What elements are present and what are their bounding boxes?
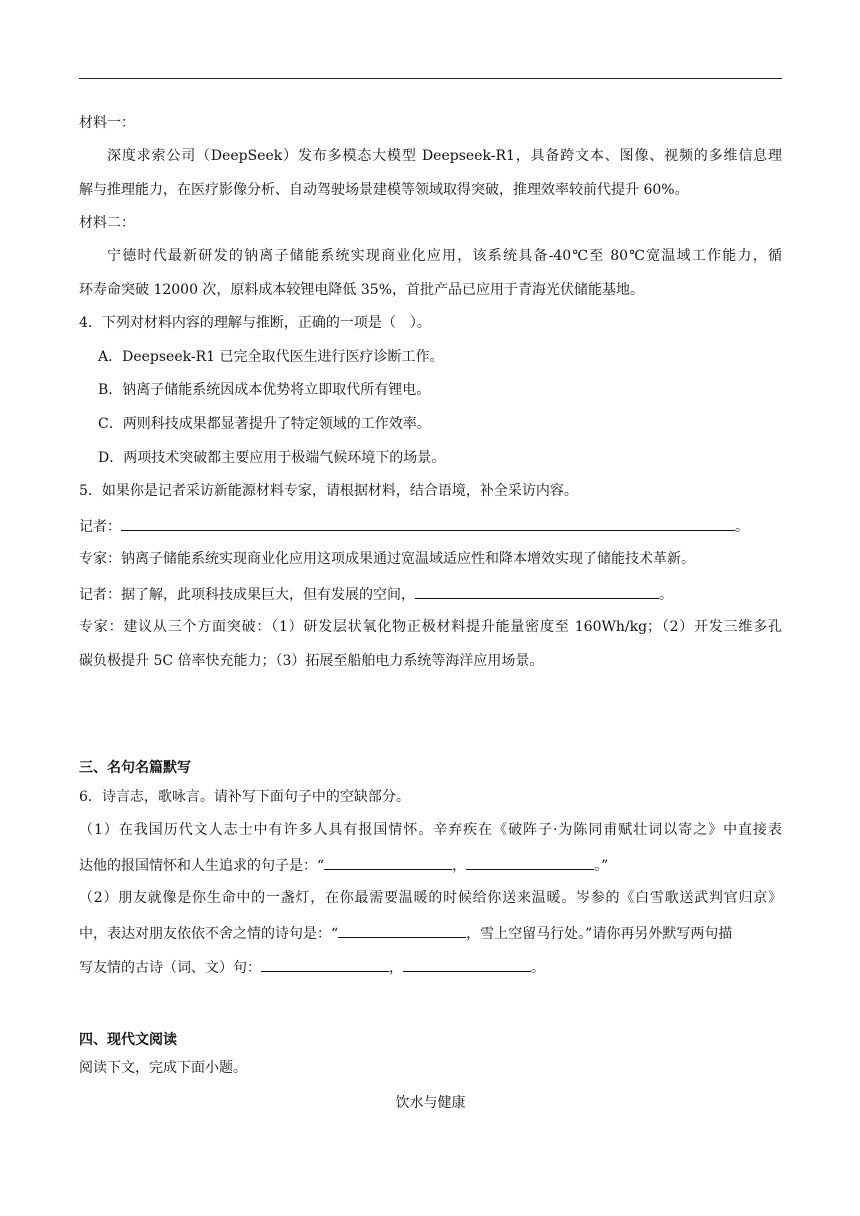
- reporter1-prefix: 记者：: [79, 519, 121, 535]
- q6-part2-line2: [79, 922, 782, 944]
- question4-option-a[interactable]: A．Deepseek-R1 已完全取代医生进行医疗诊断工作。: [98, 349, 444, 365]
- reporter-line2: [79, 583, 782, 605]
- question4-option-d[interactable]: D．两项技术突破都主要应用于极端气候环境下的场景。: [98, 450, 446, 466]
- q6p1-mid: ，: [452, 858, 467, 874]
- question6-stem: 6．诗言志，歌咏言。请补写下面句子中的空缺部分。: [79, 789, 410, 805]
- reporter2-prefix: 记者：据了解，此项科技成果巨大，但有发展的空间，: [79, 587, 415, 603]
- expert-line1: 专家：钠离子储能系统实现商业化应用这项成果通过宽温域适应性和降本增效实现了储能技术革新。: [79, 551, 695, 567]
- section4-instruction: 阅读下文，完成下面小题。: [79, 1060, 247, 1076]
- material2-text-line2: 环寿命突破 12000 次，原料成本较锂电降低 35%，首批产品已应用于青海光伏储能基地。: [79, 282, 645, 298]
- q6p2-blank-1[interactable]: [338, 922, 466, 938]
- q6-part1-line1: （1）在我国历代文人志士中有许多人具有报国情怀。辛弃疾在《破阵子·为陈同甫赋壮词以寄之》中直接表: [79, 822, 782, 838]
- section4-heading: 四、现代文阅读: [79, 1032, 177, 1048]
- article-title: 饮水与健康: [395, 1095, 466, 1111]
- q6p2-blank-2[interactable]: [261, 956, 389, 972]
- section3-heading: 三、名句名篇默写: [79, 760, 191, 776]
- q6-part2-line3: [79, 956, 782, 978]
- material1-text-line2: 解与推理能力，在医疗影像分析、自动驾驶场景建模等领域取得突破，推理效率较前代提升 60%。: [79, 182, 689, 198]
- q6p2-prefix: 中，表达对朋友依依不舍之情的诗句是：“: [79, 926, 339, 942]
- q6p1-blank-2[interactable]: [466, 854, 594, 870]
- q6p2-line3-suffix: 。: [531, 960, 545, 976]
- question5-stem: 5．如果你是记者采访新能源材料专家，请根据材料，结合语境，补全采访内容。: [79, 483, 578, 499]
- question4-option-c[interactable]: C．两则科技成果都显著提升了特定领域的工作效率。: [98, 416, 431, 432]
- q6p1-blank-1[interactable]: [324, 854, 452, 870]
- q6-part2-line1: （2）朋友就像是你生命中的一盏灯，在你最需要温暖的时候给你送来温暖。岑参的《白雪歌送武判官归京》: [79, 890, 782, 906]
- expert-line2b: 碳负极提升 5C 倍率快充能力；（3）拓展至船舶电力系统等海洋应用场景。: [79, 653, 544, 669]
- reporter2-suffix: 。: [659, 587, 673, 603]
- q6p2-suffix: ，雪上空留马行处。”请你再另外默写两句描: [466, 926, 733, 942]
- question4-stem: 4．下列对材料内容的理解与推断，正确的一项是（ ）。: [79, 315, 431, 331]
- material2-text-line1: 宁德时代最新研发的钠离子储能系统实现商业化应用，该系统具备-40℃至 80℃宽温域工作能力，循: [107, 248, 782, 264]
- q6-part1-line2: [79, 854, 782, 876]
- q6p2-line3-mid: ，: [389, 960, 403, 976]
- q6p1-suffix: 。”: [594, 858, 609, 874]
- header-rule: [79, 78, 782, 79]
- reporter2-answer-blank[interactable]: [415, 583, 659, 599]
- material2-label: 材料二：: [79, 215, 135, 231]
- reporter1-suffix: 。: [735, 519, 749, 535]
- q6p2-line3-prefix: 写友情的古诗（词、文）句：: [79, 960, 261, 976]
- expert-line2a: 专家：建议从三个方面突破：（1）研发层状氧化物正极材料提升能量密度至 160Wh/kg；（2）开发三维多孔: [79, 619, 782, 635]
- material1-text-line1: 深度求索公司（DeepSeek）发布多模态大模型 Deepseek-R1，具备跨文本、图像、视频的多维信息理: [107, 148, 782, 164]
- reporter-line1: [79, 515, 782, 537]
- material1-label: 材料一：: [79, 115, 135, 131]
- question4-option-b[interactable]: B．钠离子储能系统因成本优势将立即取代所有锂电。: [98, 382, 431, 398]
- q6p1-prefix: 达他的报国情怀和人生追求的句子是：“: [79, 858, 325, 874]
- reporter1-answer-blank[interactable]: [121, 515, 735, 531]
- q6p2-blank-3[interactable]: [403, 956, 531, 972]
